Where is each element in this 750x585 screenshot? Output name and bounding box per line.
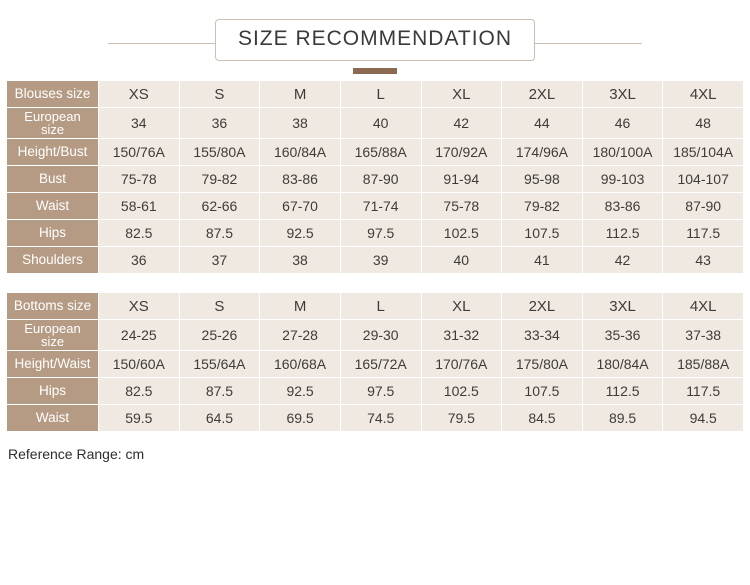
cell: 38 <box>260 108 341 139</box>
blouses-size-2xl: 2XL <box>502 81 583 108</box>
cell: 107.5 <box>502 220 583 247</box>
bottoms-size-s: S <box>179 293 260 320</box>
table-row <box>7 108 744 139</box>
table-row <box>7 351 744 378</box>
cell: 99-103 <box>582 166 663 193</box>
bottoms-size-l: L <box>340 293 421 320</box>
blouses-size-header: Blouses size <box>7 81 99 108</box>
bottoms-table-block <box>0 292 750 432</box>
cell: 87.5 <box>179 378 260 405</box>
cell: 41 <box>502 247 583 274</box>
cell: 185/104A <box>663 139 744 166</box>
title-section <box>0 0 750 80</box>
cell: 75-78 <box>99 166 180 193</box>
cell: 92.5 <box>260 378 341 405</box>
table-row <box>7 193 744 220</box>
cell: 112.5 <box>582 378 663 405</box>
cell: 160/68A <box>260 351 341 378</box>
bottoms-size-4xl: 4XL <box>663 293 744 320</box>
cell: 79-82 <box>179 166 260 193</box>
cell: 62-66 <box>179 193 260 220</box>
cell: 82.5 <box>99 220 180 247</box>
page-title: SIZE RECOMMENDATION <box>237 27 513 50</box>
table-row <box>7 378 744 405</box>
cell: 31-32 <box>421 320 502 351</box>
cell: 92.5 <box>260 220 341 247</box>
cell: 79.5 <box>421 405 502 432</box>
cell: 69.5 <box>260 405 341 432</box>
blouses-size-s: S <box>179 81 260 108</box>
cell: 35-36 <box>582 320 663 351</box>
bottoms-size-m: M <box>260 293 341 320</box>
cell: 36 <box>179 108 260 139</box>
cell: 95-98 <box>502 166 583 193</box>
cell: 44 <box>502 108 583 139</box>
cell: 79-82 <box>502 193 583 220</box>
table-row <box>7 220 744 247</box>
cell: 83-86 <box>260 166 341 193</box>
label-line-1: European <box>24 109 81 124</box>
cell: 165/72A <box>340 351 421 378</box>
blouses-size-l: L <box>340 81 421 108</box>
cell: 25-26 <box>179 320 260 351</box>
label-line-2: size <box>40 122 65 137</box>
cell: 175/80A <box>502 351 583 378</box>
cell: 94.5 <box>663 405 744 432</box>
table-row <box>7 293 744 320</box>
cell: 180/100A <box>582 139 663 166</box>
cell: 64.5 <box>179 405 260 432</box>
cell: 27-28 <box>260 320 341 351</box>
blouses-row-label-height-bust: Height/Bust <box>7 139 99 166</box>
cell: 180/84A <box>582 351 663 378</box>
bottoms-row-label-european-size <box>7 320 99 351</box>
cell: 174/96A <box>502 139 583 166</box>
cell: 59.5 <box>99 405 180 432</box>
cell: 117.5 <box>663 378 744 405</box>
cell: 42 <box>582 247 663 274</box>
cell: 33-34 <box>502 320 583 351</box>
cell: 155/64A <box>179 351 260 378</box>
cell: 160/84A <box>260 139 341 166</box>
cell: 34 <box>99 108 180 139</box>
blouses-table-block <box>0 80 750 274</box>
cell: 112.5 <box>582 220 663 247</box>
cell: 40 <box>421 247 502 274</box>
bottoms-row-label-height-waist: Height/Waist <box>7 351 99 378</box>
title-accent-bar <box>353 68 397 74</box>
blouses-size-4xl: 4XL <box>663 81 744 108</box>
bottoms-row-label-hips: Hips <box>7 378 99 405</box>
cell: 58-61 <box>99 193 180 220</box>
table-row <box>7 320 744 351</box>
cell: 71-74 <box>340 193 421 220</box>
blouses-size-xl: XL <box>421 81 502 108</box>
label-line-1: European <box>24 321 81 336</box>
cell: 82.5 <box>99 378 180 405</box>
cell: 150/76A <box>99 139 180 166</box>
blouses-row-label-shoulders: Shoulders <box>7 247 99 274</box>
table-row <box>7 247 744 274</box>
cell: 91-94 <box>421 166 502 193</box>
bottoms-size-xl: XL <box>421 293 502 320</box>
cell: 29-30 <box>340 320 421 351</box>
cell: 37-38 <box>663 320 744 351</box>
blouses-size-3xl: 3XL <box>582 81 663 108</box>
bottoms-size-2xl: 2XL <box>502 293 583 320</box>
cell: 150/60A <box>99 351 180 378</box>
cell: 102.5 <box>421 378 502 405</box>
cell: 165/88A <box>340 139 421 166</box>
blouses-row-label-bust: Bust <box>7 166 99 193</box>
bottoms-size-table <box>6 292 744 432</box>
cell: 43 <box>663 247 744 274</box>
table-row <box>7 139 744 166</box>
cell: 40 <box>340 108 421 139</box>
bottoms-size-3xl: 3XL <box>582 293 663 320</box>
table-row <box>7 166 744 193</box>
cell: 89.5 <box>582 405 663 432</box>
cell: 83-86 <box>582 193 663 220</box>
cell: 84.5 <box>502 405 583 432</box>
table-row <box>7 405 744 432</box>
cell: 39 <box>340 247 421 274</box>
cell: 170/76A <box>421 351 502 378</box>
table-row <box>7 81 744 108</box>
blouses-size-m: M <box>260 81 341 108</box>
cell: 36 <box>99 247 180 274</box>
cell: 87-90 <box>340 166 421 193</box>
blouses-row-label-hips: Hips <box>7 220 99 247</box>
title-box <box>215 19 535 61</box>
label-line-2: size <box>40 334 65 349</box>
blouses-row-label-european-size <box>7 108 99 139</box>
cell: 74.5 <box>340 405 421 432</box>
blouses-row-label-waist: Waist <box>7 193 99 220</box>
cell: 46 <box>582 108 663 139</box>
reference-range-note: Reference Range: cm <box>8 446 145 462</box>
cell: 97.5 <box>340 220 421 247</box>
blouses-size-xs: XS <box>99 81 180 108</box>
cell: 67-70 <box>260 193 341 220</box>
bottoms-row-label-waist: Waist <box>7 405 99 432</box>
cell: 24-25 <box>99 320 180 351</box>
bottoms-size-xs: XS <box>99 293 180 320</box>
cell: 117.5 <box>663 220 744 247</box>
cell: 87-90 <box>663 193 744 220</box>
cell: 37 <box>179 247 260 274</box>
cell: 48 <box>663 108 744 139</box>
cell: 185/88A <box>663 351 744 378</box>
cell: 97.5 <box>340 378 421 405</box>
cell: 87.5 <box>179 220 260 247</box>
cell: 104-107 <box>663 166 744 193</box>
cell: 75-78 <box>421 193 502 220</box>
cell: 170/92A <box>421 139 502 166</box>
cell: 155/80A <box>179 139 260 166</box>
table-gap <box>0 274 750 292</box>
bottoms-size-header: Bottoms size <box>7 293 99 320</box>
cell: 38 <box>260 247 341 274</box>
cell: 102.5 <box>421 220 502 247</box>
cell: 107.5 <box>502 378 583 405</box>
cell: 42 <box>421 108 502 139</box>
blouses-size-table <box>6 80 744 274</box>
